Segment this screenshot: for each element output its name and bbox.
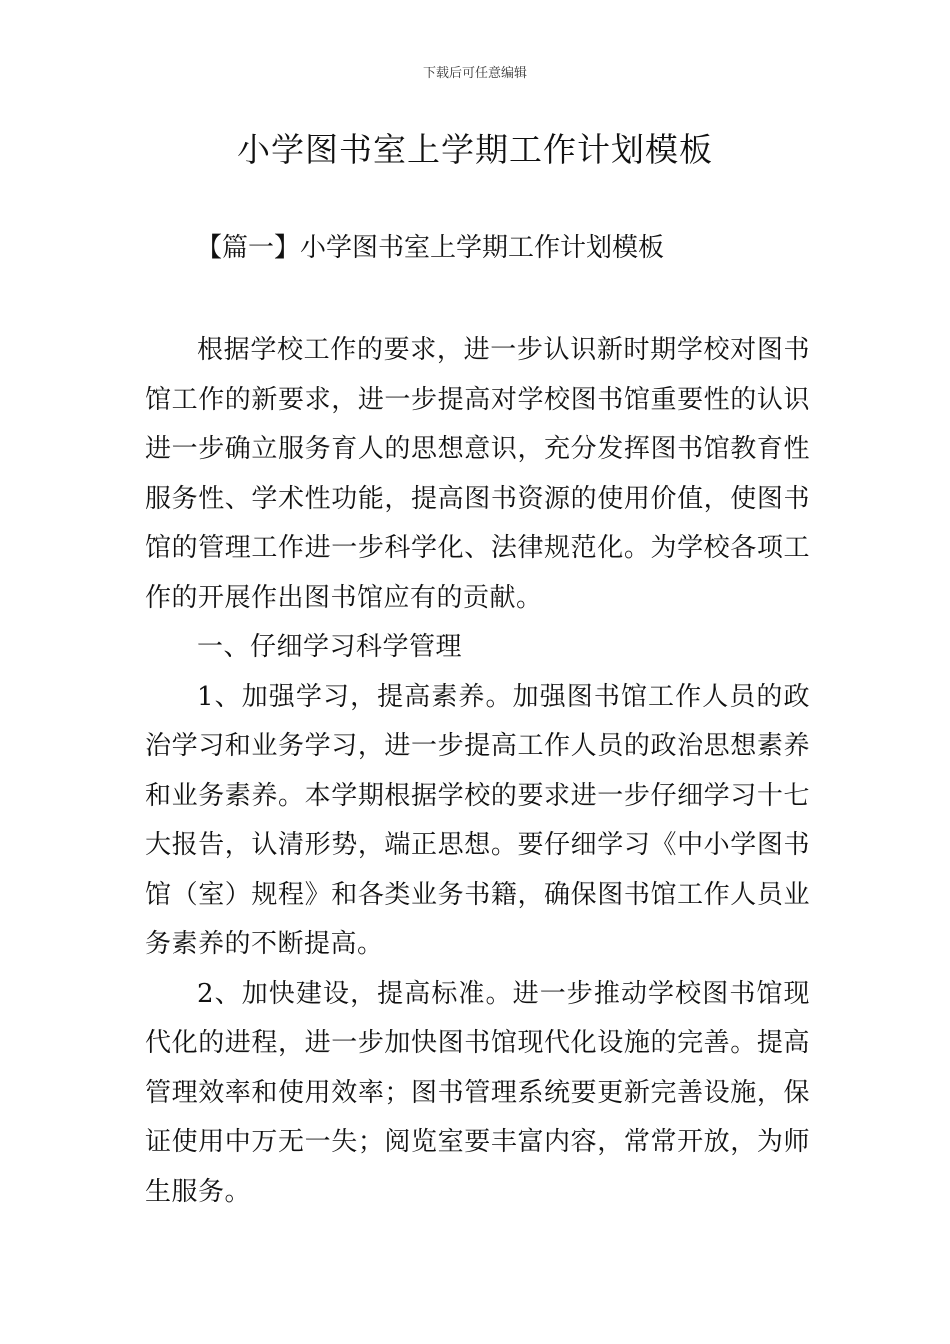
- document-title: 小学图书室上学期工作计划模板: [237, 130, 713, 169]
- paragraph-intro: 根据学校工作的要求，进一步认识新时期学校对图书馆工作的新要求，进一步提高对学校图书馆重要性的认识进一步确立服务育人的思想意识，充分发挥图书馆教育性服务性、学术性功能，提高图书资源的使用价值，使图书馆的管理工作进一步科学化、法律规范化。为学校各项工作的开展作出图书馆应有的贡献。: [145, 335, 810, 613]
- document-body: [145, 326, 810, 1217]
- paragraph-item-1: 1、加强学习，提高素养。加强图书馆工作人员的政治学习和业务学习，进一步提高工作人员的政治思想素养和业务素养。本学期根据学校的要求进一步仔细学习十七大报告，认清形势，端正思想。要仔细学习《中小学图书馆（室）规程》和各类业务书籍，确保图书馆工作人员业务素养的不断提高。: [145, 681, 810, 959]
- section-subtitle: 【篇一】小学图书室上学期工作计划模板: [196, 233, 665, 263]
- paragraph-section-heading: 一、仔细学习科学管理: [197, 632, 463, 662]
- paragraph-item-2: 2、加快建设，提高标准。进一步推动学校图书馆现代化的进程，进一步加快图书馆现代化设施的完善。提高管理效率和使用效率；图书管理系统要更新完善设施，保证使用中万无一失；阅览室要丰富内容，常常开放，为师生服务。: [145, 978, 810, 1207]
- header-note: 下载后可任意编辑: [422, 66, 527, 81]
